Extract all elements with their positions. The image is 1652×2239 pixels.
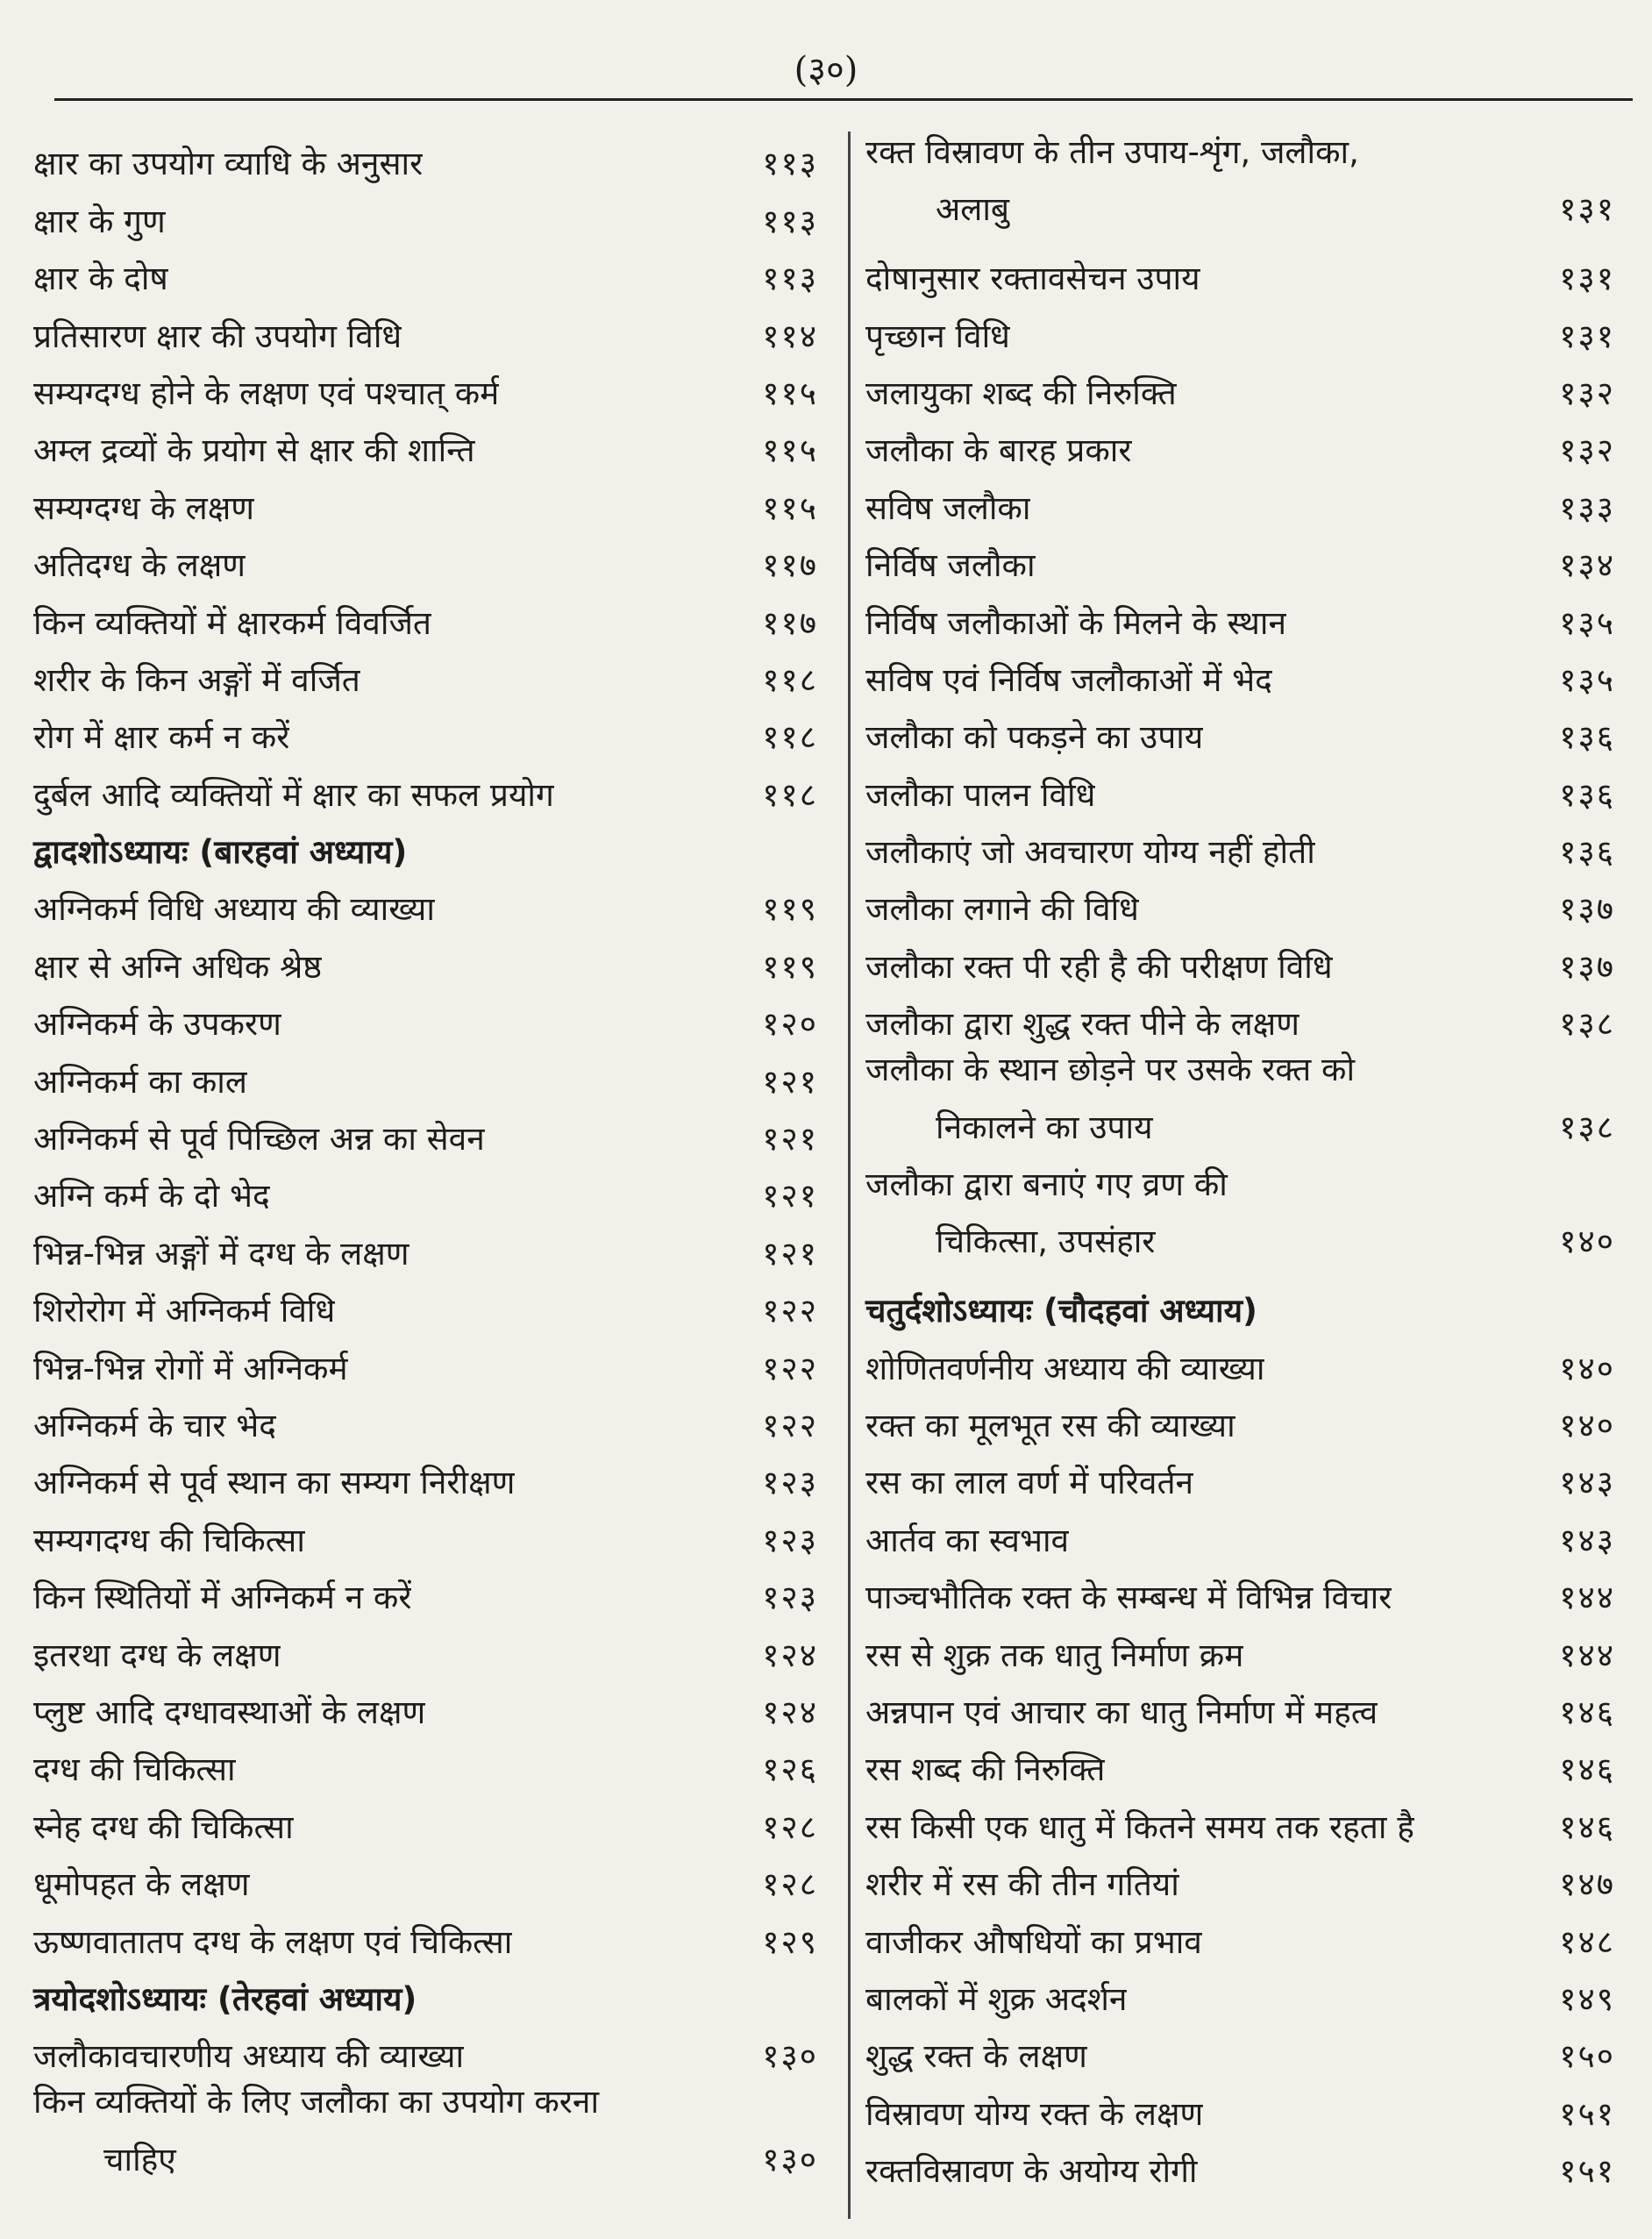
toc-entry [33, 1506, 818, 1563]
toc-entry-title: क्षार का उपयोग व्याधि के अनुसार [33, 145, 424, 183]
toc-entry [33, 1793, 818, 1850]
toc-entry-title: भिन्न-भिन्न रोगों में अग्निकर्म [33, 1349, 348, 1387]
toc-entry-page: १४६ [1559, 1808, 1615, 1846]
toc-entry-title: ऊष्णवातातप दग्ध के लक्षण एवं चिकित्सा [33, 1922, 513, 1961]
toc-entry [33, 474, 818, 531]
toc-entry [33, 932, 818, 989]
toc-entry-title: अग्निकर्म के उपकरण [33, 1005, 281, 1044]
toc-entry-title: जलौका के स्थान छोड़ने पर उसके रक्त को [865, 1051, 1356, 1089]
toc-entry-page: १२३ [762, 1579, 818, 1617]
toc-entry-page: १३१ [1559, 317, 1615, 355]
toc-entry [865, 1449, 1615, 1506]
toc-entry [865, 1334, 1615, 1391]
toc-entry-page: १४७ [1559, 1865, 1615, 1904]
toc-entry-page: १२४ [762, 1693, 818, 1731]
toc-entry [865, 2022, 1615, 2079]
toc-entry [865, 130, 1615, 245]
toc-entry [33, 302, 818, 359]
toc-entry [865, 474, 1615, 531]
toc-entry-page: १२१ [762, 1062, 818, 1101]
toc-entry-page: ११८ [762, 660, 818, 699]
toc-entry-title: वाजीकर औषधियों का प्रभाव [865, 1922, 1202, 1961]
toc-entry [865, 818, 1615, 875]
toc-entry-page: १४६ [1559, 1693, 1615, 1731]
toc-entry-title: जलौका के बारह प्रकार [865, 431, 1132, 470]
toc-entry [865, 703, 1615, 760]
toc-entry-page: १३७ [1559, 890, 1615, 929]
toc-entry-page: १४३ [1559, 1464, 1615, 1502]
toc-entry-title: रस का लाल वर्ण में परिवर्तन [865, 1464, 1194, 1502]
toc-entry-title: जलौका द्वारा बनाएं गए व्रण की [865, 1166, 1228, 1204]
toc-entry-page: १४६ [1559, 1751, 1615, 1789]
toc-entry [865, 360, 1615, 417]
toc-entry [33, 2079, 818, 2194]
toc-entry [865, 1506, 1615, 1563]
toc-chapter-heading: द्वादशोऽध्यायः (बारहवां अध्याय) [33, 833, 408, 872]
toc-entry-page: १३१ [1559, 190, 1615, 229]
toc-entry-title: अम्ल द्रव्यों के प्रयोग से क्षार की शान्ति [33, 431, 475, 470]
toc-entry-page: १३२ [1559, 374, 1615, 412]
toc-entry-title: शरीर के किन अङ्गों में वर्जित [33, 660, 360, 699]
toc-entry [33, 1392, 818, 1449]
toc-entry [865, 1850, 1615, 1907]
toc-entry-page: १३६ [1559, 718, 1615, 757]
toc-entry-title: अन्नपान एवं आचार का धातु निर्माण में महत्व [865, 1693, 1378, 1731]
toc-entry [33, 1621, 818, 1678]
toc-entry-title: शरीर में रस की तीन गतियां [865, 1865, 1179, 1904]
toc-entry-page: १५१ [1559, 2094, 1615, 2133]
toc-chapter-heading: चतुर्दशोऽध्यायः (चौदहवां अध्याय) [865, 1292, 1257, 1330]
toc-entry-title-continued: चिकित्सा, उपसंहार [936, 1223, 1156, 1261]
toc-entry [865, 1679, 1615, 1736]
toc-entry-title: जलौका लगाने की विधि [865, 890, 1139, 929]
toc-entry-page: १२२ [762, 1349, 818, 1387]
toc-entry [33, 588, 818, 645]
toc-entry-title: निर्विष जलौकाओं के मिलने के स्थान [865, 603, 1286, 642]
toc-entry-title: रस किसी एक धातु में कितने समय तक रहता है [865, 1808, 1414, 1846]
toc-entry-page: ११५ [762, 374, 818, 412]
toc-entry-title: जलौका द्वारा शुद्ध रक्त पीने के लक्षण [865, 1005, 1300, 1044]
toc-entry [865, 1736, 1615, 1793]
toc-entry-page: १४० [1559, 1223, 1615, 1261]
toc-entry [33, 1162, 818, 1219]
toc-entry-page: ११९ [762, 890, 818, 929]
toc-entry-page: ११७ [762, 603, 818, 642]
toc-entry-page: १३० [762, 2037, 818, 2076]
toc-entry-page: १२९ [762, 1922, 818, 1961]
toc-entry-title: अग्निकर्म से पूर्व स्थान का सम्यग निरीक्षण [33, 1464, 516, 1502]
toc-entry-page: १३१ [1559, 260, 1615, 298]
toc-entry-page: १२० [762, 1005, 818, 1044]
toc-entry-title: रस शब्द की निरुक्ति [865, 1751, 1106, 1789]
toc-entry [33, 1850, 818, 1907]
toc-entry-continuation-line [865, 187, 1615, 244]
toc-entry-title: किन व्यक्तियों के लिए जलौका का उपयोग करना [33, 2083, 600, 2121]
toc-entry-page: ११५ [762, 431, 818, 470]
toc-entry-page: १५१ [1559, 2152, 1615, 2191]
toc-entry-page: १४४ [1559, 1636, 1615, 1674]
toc-entry [865, 1564, 1615, 1621]
toc-entry-title: किन स्थितियों में अग्निकर्म न करें [33, 1579, 412, 1617]
toc-entry-page: ११८ [762, 718, 818, 757]
toc-entry-page: १२३ [762, 1521, 818, 1559]
toc-entry [33, 531, 818, 588]
toc-entry-title: स्नेह दग्ध की चिकित्सा [33, 1808, 294, 1846]
toc-entry-title: सविष जलौका [865, 488, 1031, 527]
toc-entry-title: धूमोपहत के लक्षण [33, 1865, 250, 1904]
toc-entry-page: ११८ [762, 775, 818, 814]
toc-entry-page: १२२ [762, 1292, 818, 1330]
toc-entry-page: १२३ [762, 1464, 818, 1502]
toc-entry-title: रक्त विस्रावण के तीन उपाय-शृंग, जलौका, [865, 133, 1359, 171]
toc-entry-title: दोषानुसार रक्तावसेचन उपाय [865, 260, 1200, 298]
toc-left-column [33, 130, 818, 2194]
toc-entry-title: रोग में क्षार कर्म न करें [33, 718, 290, 757]
toc-entry [865, 588, 1615, 645]
toc-entry-title: इतरथा दग्ध के लक्षण [33, 1636, 281, 1674]
toc-entry-page: १४० [1559, 1349, 1615, 1387]
toc-entry-page: १२२ [762, 1406, 818, 1444]
toc-entry [33, 360, 818, 417]
toc-entry [33, 417, 818, 474]
toc-entry-page: १३८ [1559, 1108, 1615, 1146]
toc-entry-page: १२६ [762, 1751, 818, 1789]
toc-entry [33, 1736, 818, 1793]
toc-entry [865, 2137, 1615, 2194]
toc-entry-page: १४३ [1559, 1521, 1615, 1559]
toc-entry-title: प्रतिसारण क्षार की उपयोग विधि [33, 317, 402, 355]
toc-entry [33, 703, 818, 760]
toc-entry-page: ११५ [762, 488, 818, 527]
toc-entry-title: रस से शुक्र तक धातु निर्माण क्रम [865, 1636, 1244, 1674]
toc-entry [33, 646, 818, 703]
page-number: (३०) [794, 50, 858, 90]
toc-entry [33, 187, 818, 244]
toc-entry-page: १२१ [762, 1234, 818, 1273]
toc-entry-title-continued: चाहिए [103, 2140, 176, 2178]
toc-entry-title-continued: निकालने का उपाय [936, 1108, 1153, 1146]
toc-entry-title: दुर्बल आदि व्यक्तियों में क्षार का सफल प्रयोग [33, 775, 554, 814]
toc-entry-page: १२८ [762, 1865, 818, 1904]
toc-entry-page: १३४ [1559, 546, 1615, 585]
toc-entry-title: निर्विष जलौका [865, 546, 1036, 585]
toc-entry-page: ११७ [762, 546, 818, 585]
toc-entry [865, 1047, 1615, 1162]
toc-chapter-heading: त्रयोदशोऽध्यायः (तेरहवां अध्याय) [33, 1979, 417, 2018]
toc-entry-title: शुद्ध रक्त के लक्षण [865, 2037, 1087, 2076]
toc-entry-title: प्लुष्ट आदि दग्धावस्थाओं के लक्षण [33, 1693, 426, 1731]
toc-entry-page: ११३ [762, 145, 818, 183]
toc-entry [865, 245, 1615, 302]
toc-entry [33, 990, 818, 1047]
toc-entry [865, 1793, 1615, 1850]
toc-entry [865, 302, 1615, 359]
toc-entry-title: जलौका को पकड़ने का उपाय [865, 718, 1204, 757]
toc-entry-title: पाञ्चभौतिक रक्त के सम्बन्ध में विभिन्न विचार [865, 1579, 1392, 1617]
column-divider [848, 132, 851, 2219]
toc-entry-page: १२१ [762, 1120, 818, 1159]
toc-entry-title: अग्नि कर्म के दो भेद [33, 1177, 270, 1216]
toc-entry-title: रक्तविस्रावण के अयोग्य रोगी [865, 2152, 1198, 2191]
toc-entry-title: शिरोरोग में अग्निकर्म विधि [33, 1292, 336, 1330]
toc-entry-title: शोणितवर्णनीय अध्याय की व्याख्या [865, 1349, 1265, 1387]
toc-entry [865, 1392, 1615, 1449]
toc-entry [33, 1219, 818, 1276]
toc-entry [865, 2079, 1615, 2136]
toc-entry [33, 1277, 818, 1334]
toc-entry-page: १३६ [1559, 775, 1615, 814]
toc-right-column [865, 130, 1615, 2194]
toc-entry-title: सम्यग्दग्ध होने के लक्षण एवं पश्चात् कर्म [33, 374, 500, 412]
toc-entry [865, 1621, 1615, 1678]
toc-entry-continuation-line [865, 1105, 1615, 1162]
toc-entry-page: १३७ [1559, 947, 1615, 986]
toc-entry-continuation-line [33, 2137, 818, 2194]
toc-entry-title: अतिदग्ध के लक्षण [33, 546, 246, 585]
toc-entry [33, 2022, 818, 2079]
toc-entry-title: अग्निकर्म के चार भेद [33, 1406, 276, 1444]
toc-entry [865, 760, 1615, 817]
toc-entry-title: जलौका पालन विधि [865, 775, 1096, 814]
toc-entry-page: १३५ [1559, 660, 1615, 699]
header-rule [54, 98, 1633, 101]
toc-entry [33, 130, 818, 187]
toc-entry-page: १३३ [1559, 488, 1615, 527]
toc-entry-title: भिन्न-भिन्न अङ्गों में दग्ध के लक्षण [33, 1234, 409, 1273]
toc-entry [33, 1047, 818, 1104]
toc-entry [865, 1907, 1615, 1964]
toc-entry-page: ११९ [762, 947, 818, 986]
toc-entry [865, 932, 1615, 989]
toc-entry-title: विस्रावण योग्य रक्त के लक्षण [865, 2094, 1204, 2133]
toc-entry [33, 1105, 818, 1162]
toc-entry [33, 760, 818, 817]
toc-entry-title: रक्त का मूलभूत रस की व्याख्या [865, 1407, 1235, 1445]
toc-entry-title: सम्यगदग्ध की चिकित्सा [33, 1521, 305, 1559]
toc-entry-title: जलौकावचारणीय अध्याय की व्याख्या [33, 2037, 465, 2076]
toc-entry [33, 1564, 818, 1621]
toc-entry-page: १४९ [1559, 1979, 1615, 2018]
toc-entry-page: १४४ [1559, 1579, 1615, 1617]
toc-entry [33, 1334, 818, 1391]
toc-entry [33, 1449, 818, 1506]
toc-entry-title: सम्यग्दग्ध के लक्षण [33, 488, 254, 527]
toc-entry [865, 417, 1615, 474]
toc-entry-continuation-line [865, 1219, 1615, 1276]
toc-entry-title: अग्निकर्म का काल [33, 1062, 247, 1101]
toc-entry-title: दग्ध की चिकित्सा [33, 1751, 236, 1789]
toc-entry [865, 875, 1615, 932]
toc-entry-page: १४० [1559, 1407, 1615, 1445]
toc-entry-title: क्षार के दोष [33, 260, 168, 298]
toc-entry-page: ११४ [762, 317, 818, 355]
toc-entry-title: किन व्यक्तियों में क्षारकर्म विवर्जित [33, 603, 432, 642]
toc-entry [865, 990, 1615, 1047]
toc-entry-page: १३६ [1559, 833, 1615, 872]
toc-entry-title: क्षार के गुण [33, 202, 166, 240]
toc-entry [33, 875, 818, 932]
toc-entry-page: १३२ [1559, 431, 1615, 470]
toc-entry-title: क्षार से अग्नि अधिक श्रेष्ठ [33, 947, 323, 986]
toc-entry-page: १२४ [762, 1636, 818, 1674]
toc-entry-page: १२१ [762, 1177, 818, 1216]
toc-entry-page: १३५ [1559, 603, 1615, 642]
toc-entry-title-continued: अलाबु [936, 190, 1010, 229]
toc-entry [865, 531, 1615, 588]
toc-entry-page: १३८ [1559, 1005, 1615, 1044]
toc-entry-page: १२८ [762, 1808, 818, 1846]
toc-entry [865, 646, 1615, 703]
toc-entry-title: जलौकाएं जो अवचारण योग्य नहीं होती [865, 833, 1315, 872]
toc-entry-title: सविष एवं निर्विष जलौकाओं में भेद [865, 660, 1272, 699]
toc-entry-title: आर्तव का स्वभाव [865, 1521, 1070, 1559]
toc-entry [33, 245, 818, 302]
toc-entry-page: ११३ [762, 202, 818, 240]
toc-entry-title: बालकों में शुक्र अदर्शन [865, 1979, 1128, 2018]
toc-entry-page: ११३ [762, 260, 818, 298]
toc-entry [865, 1162, 1615, 1277]
toc-entry-title: पृच्छान विधि [865, 317, 1010, 355]
toc-entry [33, 1679, 818, 1736]
toc-entry-page: १५० [1559, 2037, 1615, 2076]
toc-entry [33, 1907, 818, 1964]
toc-entry-page: १३० [762, 2140, 818, 2178]
toc-entry-title: जलौका रक्त पी रही है की परीक्षण विधि [865, 947, 1333, 986]
toc-entry-page: १४८ [1559, 1922, 1615, 1961]
toc-entry [865, 1965, 1615, 2022]
toc-entry-title: जलायुका शब्द की निरुक्ति [865, 374, 1177, 412]
toc-entry-title: अग्निकर्म विधि अध्याय की व्याख्या [33, 890, 435, 929]
toc-entry-title: अग्निकर्म से पूर्व पिच्छिल अन्न का सेवन [33, 1120, 485, 1159]
